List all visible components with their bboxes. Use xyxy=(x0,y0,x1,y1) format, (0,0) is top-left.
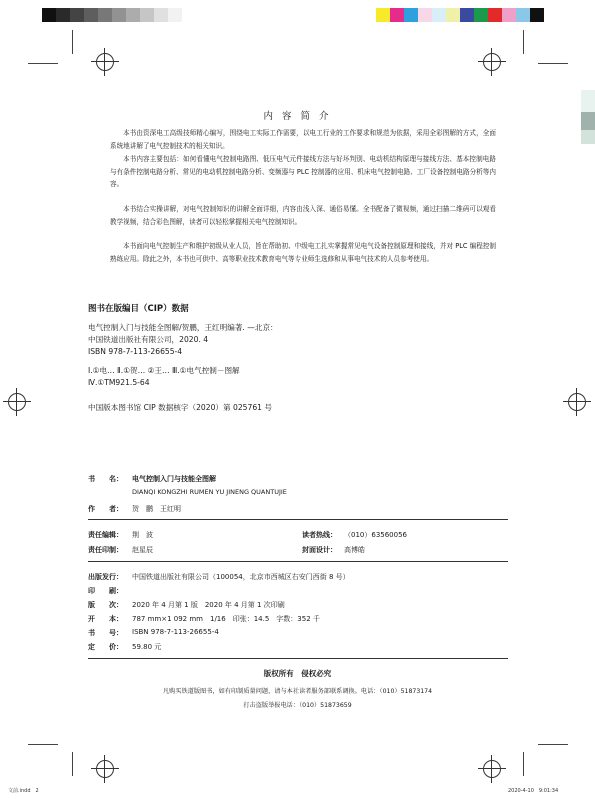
cover-design-label: 封面设计： xyxy=(302,546,337,554)
author-label: 作 者： xyxy=(88,505,123,513)
editor-label: 责任编辑： xyxy=(88,531,123,539)
intro-paragraph: 本书面向电气控制生产和维护初级从业人员，旨在帮助初、中级电工扎实掌握常见电气设备控制原理和接线，并对 PLC 编程控制熟练应用。除此之外，本书也可供中、高等职业技术教育电气等专业师生选修和从事电气技术的人员参考使用。 xyxy=(110,242,496,263)
intro-paragraph: 本书结合实操讲解，对电气控制知识的讲解全面详细，内容由浅入深、通俗易懂。全书配备了微视频，通过扫描二维码可以观看教学视频，结合彩色图解，读者可以轻松掌握相关电气控制知识。 xyxy=(110,205,496,226)
hotline-label: 读者热线： xyxy=(302,531,337,539)
color-swatch xyxy=(126,8,140,22)
color-swatch xyxy=(140,8,154,22)
cip-line: Ⅰ.①电… Ⅱ.①贺… ②王… Ⅲ.①电气控制－图解 xyxy=(88,366,240,375)
book-title-pinyin: DIANQI KONGZHI RUMEN YU JINENG QUANTUJIE xyxy=(132,488,287,496)
format: 787 mm×1 092 mm 1/16 印张：14.5 字数：352 千 xyxy=(132,615,320,623)
color-swatch xyxy=(530,8,544,22)
book-title-label: 书 名： xyxy=(88,475,123,483)
registration-mark-right xyxy=(568,393,586,411)
color-swatch xyxy=(390,8,404,22)
crop-mark xyxy=(538,63,568,64)
color-swatch xyxy=(432,8,446,22)
piracy-hotline: 打击盗版举报电话：（010）51873659 xyxy=(243,702,352,709)
crop-mark xyxy=(538,744,568,745)
reader-hotline: （010）63560056 xyxy=(344,531,407,539)
intro-paragraph: 本书内容主要包括：如何看懂电气控制电路图、低压电气元件接线方法与好坏判别、电动机结构原理与接线方法、基本控制电路与有条件控制电路分析、常见的电动机控制电路分析、变频器与 PLC 控制器的应用、机床电气控制电路、工厂设备控制电路分析等内容。 xyxy=(110,155,496,188)
cip-line: 电气控制入门与技能全图解/贺鹏，王红明编著. —北京： xyxy=(88,323,278,332)
crop-mark xyxy=(72,30,73,54)
cover-designer: 高博皓 xyxy=(344,546,365,554)
printer-label: 责任印制： xyxy=(88,546,123,554)
author: 贺 鹏 王红明 xyxy=(132,505,181,513)
cip-line: 中国版本图书馆 CIP 数据核字（2020）第 025761 号 xyxy=(88,403,272,412)
crop-mark xyxy=(28,63,58,64)
divider xyxy=(88,519,508,520)
cip-line: Ⅳ.①TM921.5-64 xyxy=(88,378,150,387)
color-swatch xyxy=(376,8,390,22)
print-supervisor: 赵星辰 xyxy=(132,546,153,554)
color-swatch xyxy=(404,8,418,22)
color-swatch xyxy=(418,8,432,22)
cip-line: 中国铁道出版社有限公司，2020. 4 xyxy=(88,335,209,344)
book-title: 电气控制入门与技能全图解 xyxy=(132,475,216,483)
color-swatch xyxy=(154,8,168,22)
divider xyxy=(88,561,508,562)
color-swatch xyxy=(98,8,112,22)
intro-title: 内 容 简 介 xyxy=(263,111,332,122)
cip-title: 图书在版编目（CIP）数据 xyxy=(88,304,189,314)
registration-mark-bottom-right xyxy=(483,760,501,778)
edition-label: 版 次： xyxy=(88,601,123,609)
color-swatch xyxy=(488,8,502,22)
registration-mark-top-left xyxy=(96,53,114,71)
registration-mark-bottom-left xyxy=(96,760,114,778)
quality-notice: 凡购买铁道版图书，如有印制质量问题，请与本社读者服务部联系调换。电话：（010）51873174 xyxy=(162,688,433,695)
color-swatch xyxy=(112,8,126,22)
process-color-bar xyxy=(376,8,544,22)
grayscale-color-bar xyxy=(42,8,182,22)
color-swatch xyxy=(56,8,70,22)
file-slug: 文前.indd 2 xyxy=(8,788,39,794)
print-timestamp: 2020-4-10 9:01:34 xyxy=(508,788,559,794)
divider xyxy=(88,658,508,659)
printing-label: 印 刷： xyxy=(88,587,123,595)
price: 59.80 元 xyxy=(132,643,162,651)
registration-mark-left xyxy=(8,393,26,411)
color-swatch xyxy=(516,8,530,22)
color-swatch xyxy=(168,8,182,22)
registration-mark-top-right xyxy=(483,53,501,71)
price-label: 定 价： xyxy=(88,643,123,651)
color-swatch xyxy=(446,8,460,22)
publisher-label: 出版发行： xyxy=(88,573,123,581)
publisher: 中国铁道出版社有限公司（100054，北京市西城区右安门西街 8 号） xyxy=(132,573,350,581)
crop-mark xyxy=(523,30,524,54)
color-swatch xyxy=(42,8,56,22)
color-swatch xyxy=(460,8,474,22)
editor: 荆 波 xyxy=(132,531,153,539)
edition: 2020 年 4 月第 1 版 2020 年 4 月第 1 次印刷 xyxy=(132,601,285,609)
color-swatch xyxy=(474,8,488,22)
crop-mark xyxy=(28,744,58,745)
color-swatch xyxy=(502,8,516,22)
isbn: ISBN 978-7-113-26655-4 xyxy=(132,628,219,636)
format-label: 开 本： xyxy=(88,615,123,623)
cip-line: ISBN 978-7-113-26655-4 xyxy=(88,347,183,356)
intro-paragraph: 本书由资深电工高级技师精心编写，围绕电工实际工作需要，以电工行业的工作要求和规范为依据，采用全彩图解的方式，全面系统地讲解了电气控制技术的相关知识。 xyxy=(110,129,496,150)
isbn-label: 书 号： xyxy=(88,629,123,637)
side-color-strip xyxy=(581,130,595,144)
color-swatch xyxy=(84,8,98,22)
copyright-notice: 版权所有 侵权必究 xyxy=(263,669,332,678)
crop-mark xyxy=(523,752,524,776)
crop-mark xyxy=(72,752,73,776)
color-swatch xyxy=(70,8,84,22)
